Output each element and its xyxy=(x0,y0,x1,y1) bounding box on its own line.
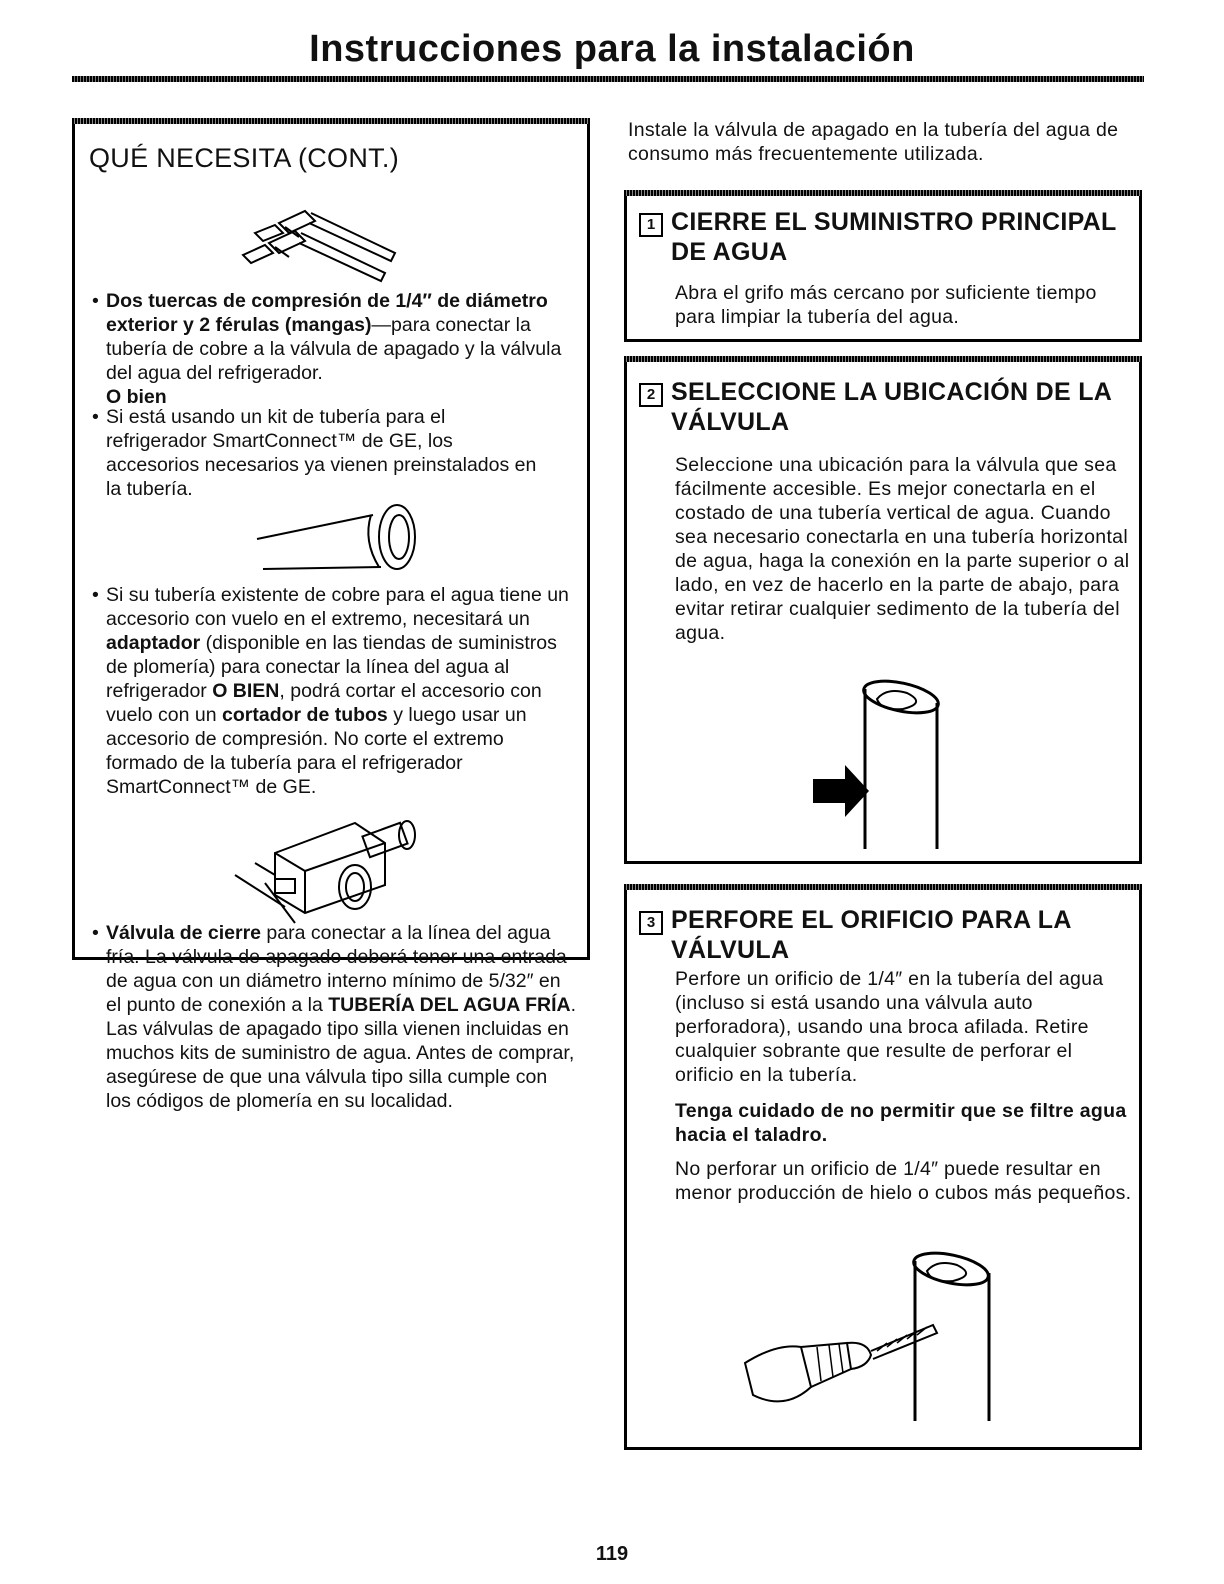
item-bold-c: cortador de tubos xyxy=(222,704,388,726)
intro-text: Instale la válvula de apagado en la tubería del agua de consumo más frecuentemente utilizada. xyxy=(628,119,1119,165)
vertical-pipe-illustration xyxy=(807,675,947,851)
title-rule xyxy=(72,76,1144,82)
flared-tube-illustration xyxy=(253,493,433,583)
arrow-icon xyxy=(813,765,869,817)
step-number: 1 xyxy=(639,213,663,237)
item-text-b: (disponible en las tiendas de suministros de plomería) para conectar la línea del agua al refrigerador xyxy=(106,632,557,702)
compression-nuts-illustration xyxy=(235,193,425,283)
item-text-b: . Las válvulas de apagado tipo silla vienen incluidas en muchos kits de suministro de agua. Antes de comprar, asegúrese de que una válvula tipo silla cumple con los códigos de plomería en su localidad. xyxy=(106,994,576,1112)
step-note: No perforar un orificio de 1/4″ puede resultar en menor producción de hielo o cubos más pequeños. xyxy=(675,1158,1132,1204)
step-2-box xyxy=(624,356,1142,864)
item-bold-a: adaptador xyxy=(106,632,201,654)
item-text-a: Si su tubería existente de cobre para el agua tiene un accesorio con vuelo en el extremo, necesitará un xyxy=(106,584,569,630)
item-text-d: y luego usar un accesorio de compresión. No corte el extremo formado de la tubería para el refrigerador SmartConnect™ de GE. xyxy=(106,704,527,798)
step-body: Seleccione una ubicación para la válvula que sea fácilmente accesible. Es mejor conectarla en el costado de una tubería vertical de agua. Cuando sea necesario conectarla en una tubería horizontal de agua, haga la conexión en la parte superior o al lado, en vez de hacerlo en la parte de abajo, para evitar retirar cualquier sedimento de la tubería del agua. xyxy=(675,454,1130,644)
item-text-a: para conectar a la línea del agua fría. La válvula de apagado deberá tener una entrada de agua con un diámetro interno mínimo de 5/32″ en el punto de conexión a la xyxy=(106,922,567,1016)
step-3-box xyxy=(624,884,1142,1450)
item-bold-a: Válvula de cierre xyxy=(106,922,262,944)
item-bold-b: TUBERÍA DEL AGUA FRÍA xyxy=(328,994,571,1016)
step-body: Abra el grifo más cercano por suficiente tiempo para limpiar la tubería del agua. xyxy=(675,282,1097,328)
step-number: 3 xyxy=(639,911,663,935)
shutoff-valve-illustration xyxy=(225,813,425,925)
bullet-dot: • xyxy=(92,922,99,944)
list-item-shutoff-valve xyxy=(92,921,576,1113)
what-you-need-box xyxy=(72,118,590,1112)
step-title: CIERRE EL SUMINISTRO PRINCIPAL DE AGUA xyxy=(671,208,1117,266)
item-text: —para conectar la tubería de cobre a la válvula de apagado y la válvula del agua del refrigerador. xyxy=(106,314,562,384)
bullet-dot: • xyxy=(92,406,99,428)
page-number: 119 xyxy=(595,1543,629,1565)
item-text-c: , podrá cortar el accesorio con vuelo con un xyxy=(106,680,542,726)
step-title: SELECCIONE LA UBICACIÓN DE LA VÁLVULA xyxy=(671,378,1112,436)
list-item-smartconnect xyxy=(92,405,546,501)
drill-pipe-illustration xyxy=(737,1247,1017,1437)
bullet-dot: • xyxy=(92,584,99,606)
item-bold-b: O BIEN xyxy=(212,680,280,702)
bullet-dot: • xyxy=(92,290,99,312)
box-title: QUÉ NECESITA (CONT.) xyxy=(89,143,400,173)
step-title: PERFORE EL ORIFICIO PARA LA VÁLVULA xyxy=(671,906,1071,964)
item-bold-text: Dos tuercas de compresión de 1/4″ de diámetro exterior y 2 férulas (mangas) xyxy=(106,290,548,336)
step-number: 2 xyxy=(639,383,663,407)
list-item-compression-nuts xyxy=(92,289,574,409)
step-1-box xyxy=(624,190,1142,342)
page-title: Instrucciones para la instalación xyxy=(309,28,915,70)
step-body: Perfore un orificio de 1/4″ en la tubería del agua (incluso si está usando una válvula auto perforadora), usando una broca afilada. Retire cualquier sobrante que resulte de perforar el orificio en la tubería. xyxy=(675,968,1104,1086)
step-warning: Tenga cuidado de no permitir que se filtre agua hacia el taladro. xyxy=(675,1100,1127,1146)
or-label: O bien xyxy=(106,386,167,408)
list-item-adapter xyxy=(92,583,576,799)
item-text: Si está usando un kit de tubería para el refrigerador SmartConnect™ de GE, los accesorios necesarios ya vienen preinstalados en la tubería. xyxy=(106,406,537,500)
